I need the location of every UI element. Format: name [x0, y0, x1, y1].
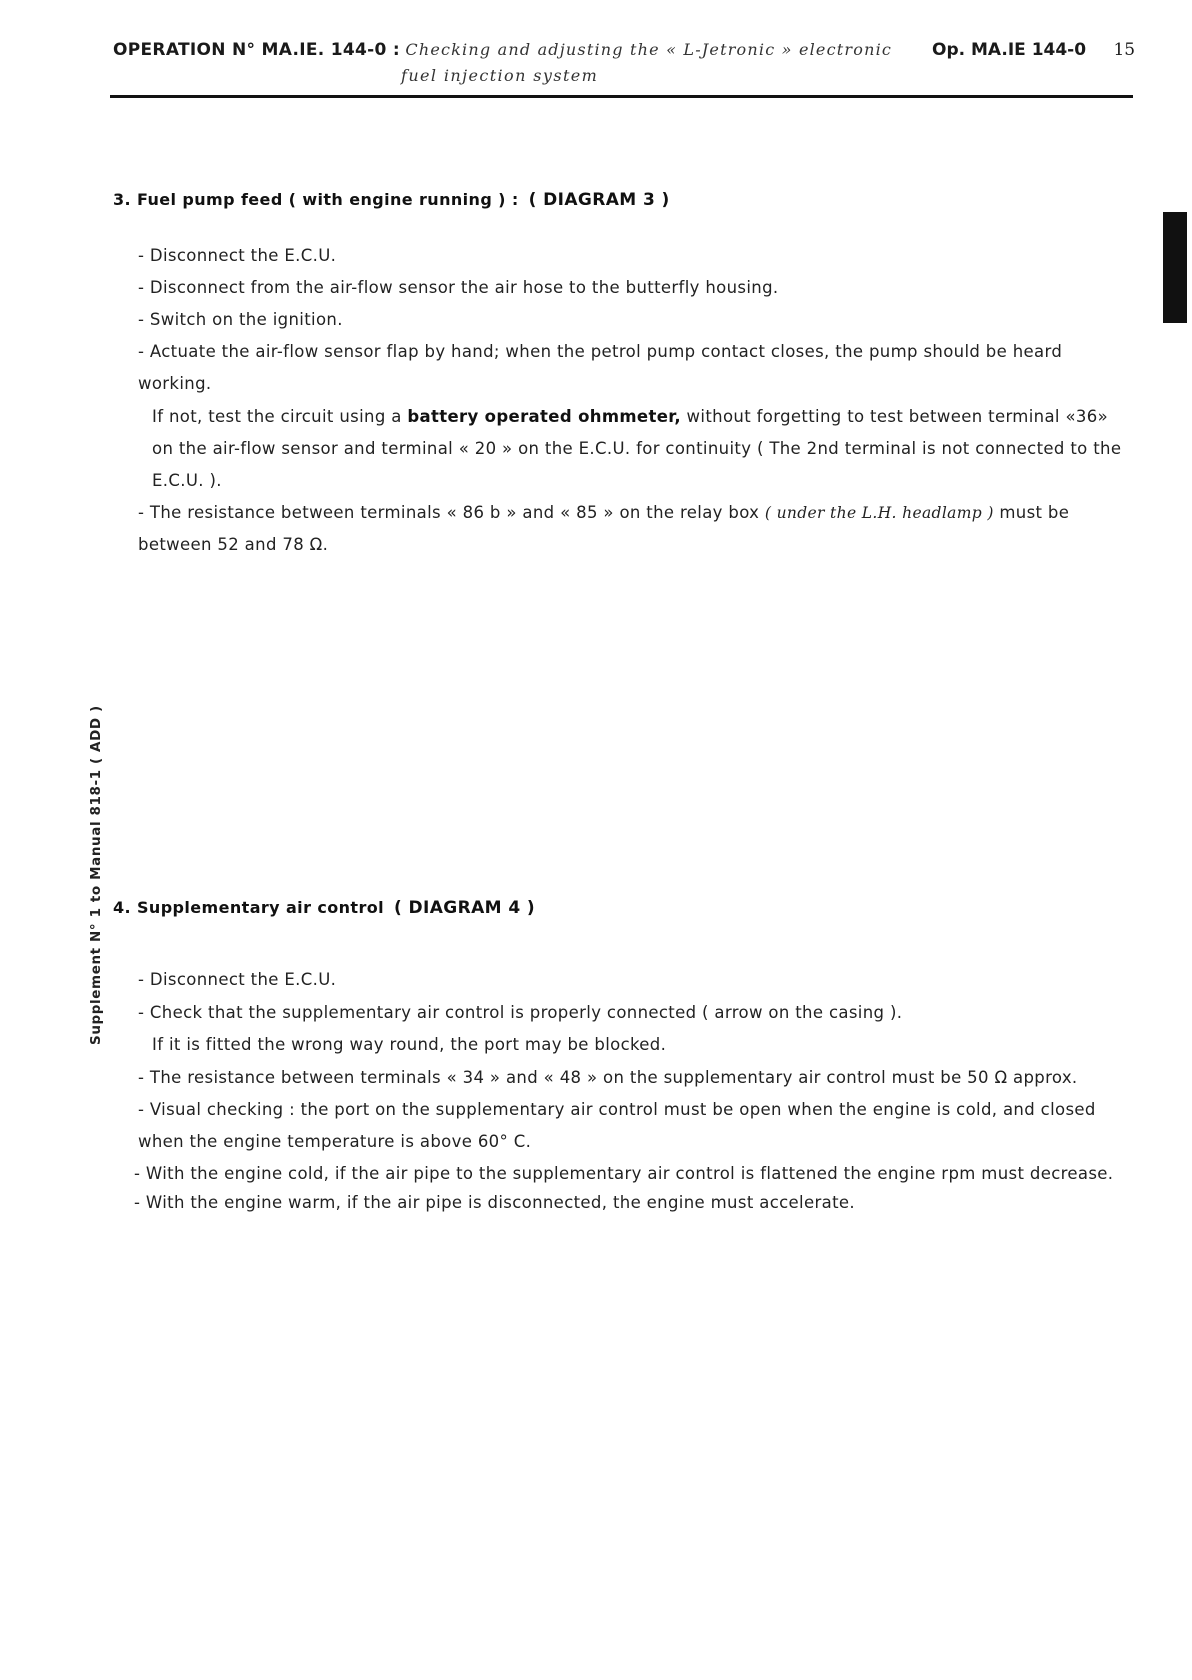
section-3-step-4: - Actuate the air-flow sensor flap by hand; when the petrol pump contact closes, the pump should be heard working. — [138, 342, 1063, 393]
battery-ohmmeter-emphasis: battery operated ohmmeter, — [407, 407, 681, 426]
section-3-step-5-text: If not, test the circuit using a — [152, 407, 402, 426]
section-3-step-3: - Switch on the ignition. — [138, 310, 343, 329]
section-3-diagram-ref: ( DIAGRAM 3 ) — [528, 190, 670, 210]
header-divider — [110, 95, 1133, 98]
section-4-step-2: - Check that the supplementary air control is properly connected ( arrow on the casing ). — [138, 1003, 903, 1022]
operation-title-line1: Checking and adjusting the « L-Jetronic » electronic — [405, 40, 893, 59]
section-4-step-1: - Disconnect the E.C.U. — [138, 970, 337, 989]
section-3-step-6 — [138, 497, 1128, 561]
section-4-step-6: - With the engine cold, if the air pipe to the supplementary air control is flattened the engine rpm must decrease. — [134, 1164, 1114, 1183]
section-4-step-4: - The resistance between terminals « 34 » and « 48 » on the supplementary air control must be 50 Ω approx. — [138, 1068, 1078, 1087]
supplement-side-label: Supplement N° 1 to Manual 818-1 ( ADD ) — [88, 705, 104, 1045]
operation-title-line2: fuel injection system — [401, 66, 599, 85]
section-4-heading — [113, 898, 535, 918]
section-3-step-6-text: - The resistance between terminals « 86 b » and « 85 » on the relay box — [138, 503, 760, 522]
page-header-ref — [932, 37, 1135, 63]
section-3-step-2: - Disconnect from the air-flow sensor the air hose to the butterfly housing. — [138, 278, 779, 297]
page-number: 15 — [1113, 40, 1136, 60]
relay-box-location-note: ( under the L.H. headlamp ) — [764, 504, 994, 522]
section-3-step-6-rest: must be between 52 and 78 Ω. — [138, 503, 1070, 554]
section-3-step-5-rest: without forgetting to test between terminal «36» on the air-flow sensor and terminal « 20 » on the E.C.U. for continuity ( The 2nd terminal is not connected to the E.C.U. ). — [152, 407, 1122, 490]
operation-label: OPERATION N° MA.IE. 144-0 : — [113, 40, 400, 60]
page-header-title — [113, 37, 893, 89]
section-4-title: 4. Supplementary air control — [113, 898, 385, 917]
section-4-step-7: - With the engine warm, if the air pipe is disconnected, the engine must accelerate. — [134, 1193, 855, 1212]
edge-tab-marker — [1163, 212, 1187, 323]
section-3-heading — [113, 190, 670, 210]
section-3-step-5 — [152, 401, 1132, 497]
section-3-title: 3. Fuel pump feed ( with engine running ) : — [113, 190, 519, 209]
section-4-step-5: - Visual checking : the port on the supplementary air control must be open when the engine is cold, and closed when the engine temperature is above 60° C. — [138, 1100, 1096, 1151]
section-4-diagram-ref: ( DIAGRAM 4 ) — [394, 898, 536, 918]
section-3-step-1: - Disconnect the E.C.U. — [138, 246, 337, 265]
section-4-step-3: If it is fitted the wrong way round, the port may be blocked. — [152, 1035, 667, 1054]
operation-code: Op. MA.IE 144-0 — [932, 40, 1087, 60]
